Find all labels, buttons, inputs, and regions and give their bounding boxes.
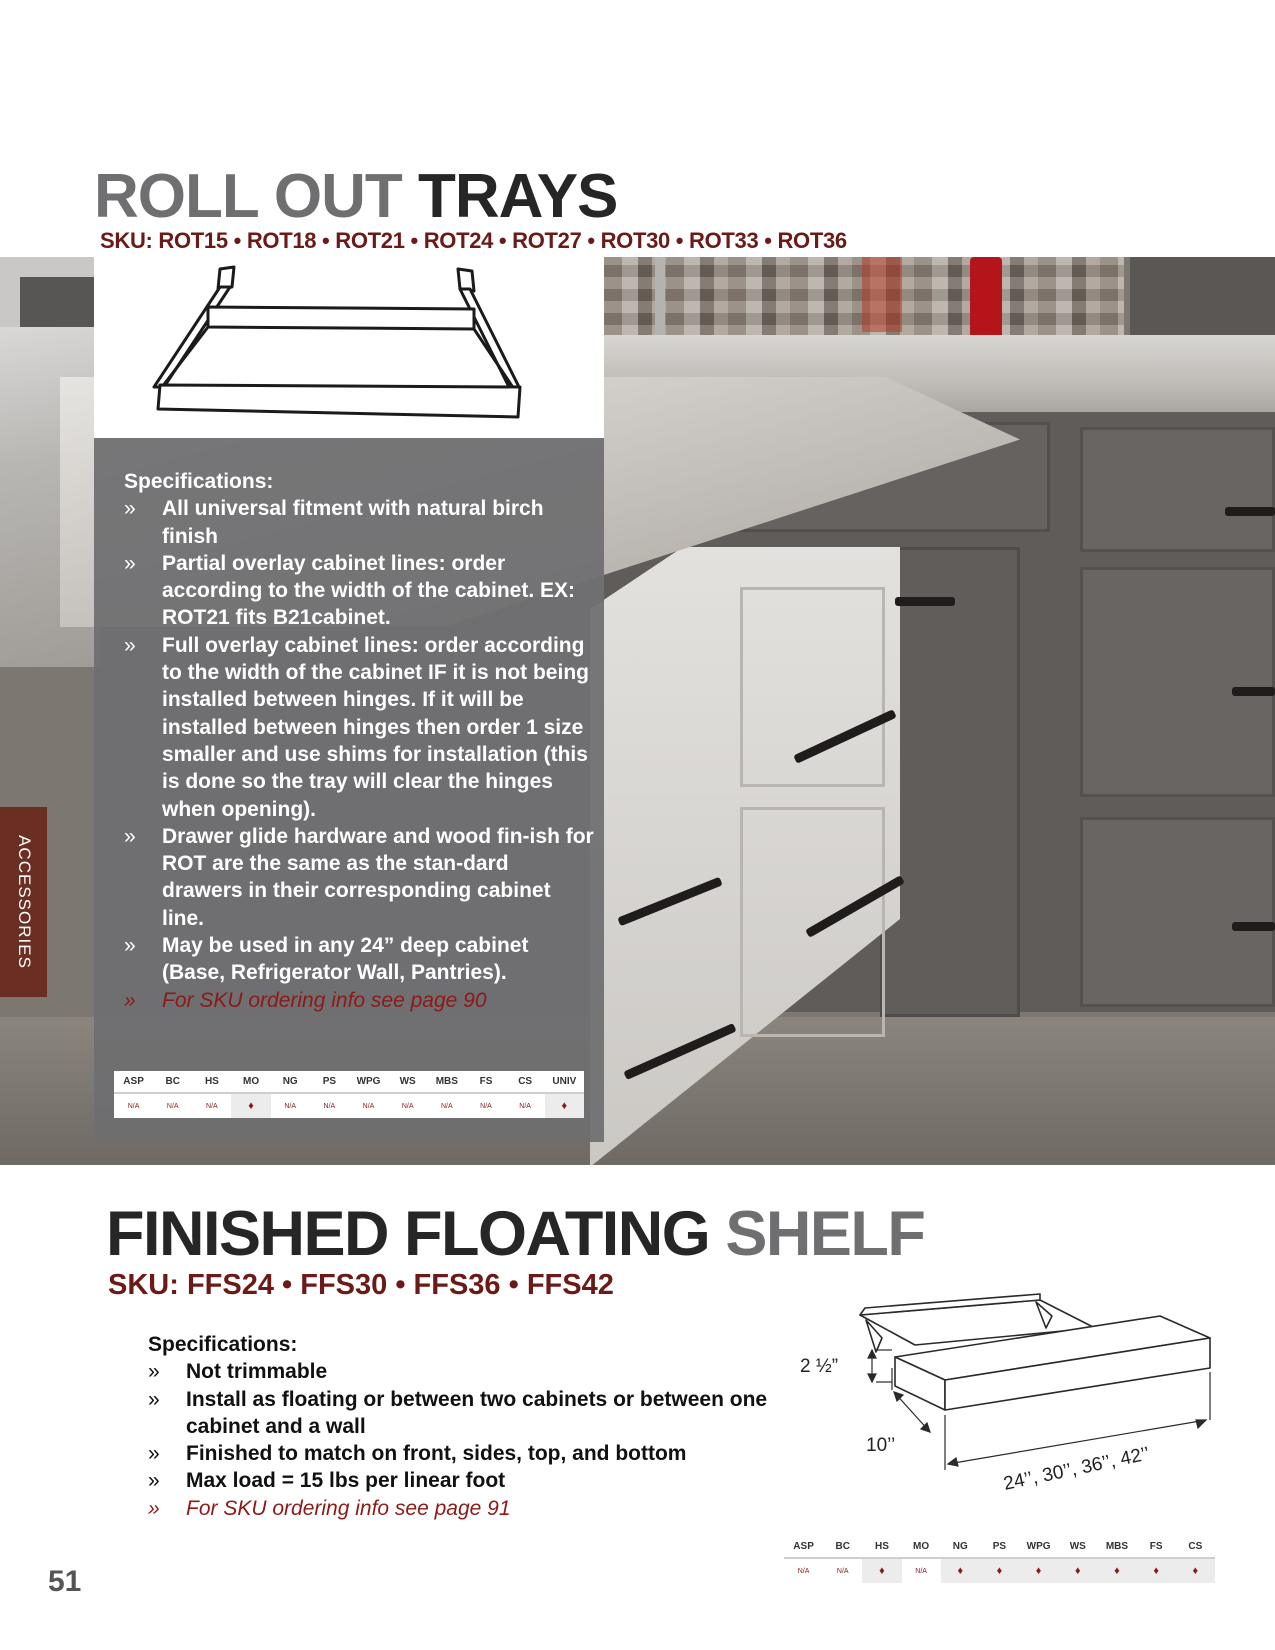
col-hs: HS [862, 1536, 901, 1558]
title-part-1: ROLL OUT [94, 162, 402, 231]
depth-dimension-label: 10’’ [866, 1435, 896, 1456]
col-wpg: WPG [1019, 1536, 1058, 1558]
title-part-2: TRAYS [417, 162, 618, 231]
bullet-icon: » [148, 1469, 160, 1493]
tray-diagram-panel [94, 257, 604, 438]
col-cs: CS [1176, 1536, 1215, 1558]
tray-availability-table [114, 1071, 584, 1118]
spec-item: » Finished to match on front, sides, top, and bottom [148, 1440, 768, 1467]
spec-item: » Not trimmable [148, 1358, 768, 1385]
col-mbs: MBS [427, 1071, 466, 1093]
col-fs: FS [1137, 1536, 1176, 1558]
col-bc: BC [823, 1536, 862, 1558]
availability-cell: N/A [836, 1567, 849, 1575]
bullet-icon: » [148, 1442, 160, 1466]
bullet-icon: » [124, 824, 136, 848]
availability-row [114, 1093, 584, 1118]
bullet-icon: » [124, 988, 136, 1012]
availability-diamond-icon: ♦ [1097, 1558, 1136, 1583]
availability-diamond-icon: ♦ [1058, 1558, 1097, 1583]
availability-cell: N/A [915, 1567, 927, 1575]
col-mo: MO [231, 1071, 270, 1093]
shelf-availability-table [784, 1536, 1215, 1583]
bullet-icon: » [124, 633, 136, 657]
availability-cell: N/A [797, 1567, 810, 1575]
col-asp: ASP [784, 1536, 823, 1558]
bullet-icon: » [124, 551, 136, 575]
spec-heading: Specifications: [148, 1333, 298, 1356]
floating-shelf-diagram [790, 1280, 1220, 1520]
col-asp: ASP [114, 1071, 153, 1093]
col-fs: FS [466, 1071, 505, 1093]
availability-cell: N/A [401, 1102, 414, 1110]
availability-cell: N/A [127, 1102, 140, 1110]
availability-cell: N/A [323, 1102, 336, 1110]
availability-diamond-icon: ♦ [545, 1093, 584, 1118]
shelf-specifications [148, 1331, 768, 1522]
col-mo: MO [902, 1536, 941, 1558]
availability-cell: N/A [480, 1102, 492, 1110]
title-part-2: SHELF [725, 1199, 925, 1269]
floating-shelf-sku: SKU: FFS24 • FFS30 • FFS36 • FFS42 [108, 1269, 614, 1301]
availability-header-row [784, 1536, 1215, 1558]
col-univ: UNIV [545, 1071, 584, 1093]
col-ng: NG [941, 1536, 980, 1558]
spec-item: » Install as floating or between two cabinets or between one cabinet and a wall [148, 1387, 768, 1438]
bullet-icon: » [124, 497, 136, 521]
spec-item: » Drawer glide hardware and wood fin-ish for ROT are the same as the stan-dard drawers in their corresponding cabinet line. [124, 824, 594, 930]
spec-item: » Partial overlay cabinet lines: order according to the width of the cabinet. EX: ROT21 fits B21cabinet. [124, 551, 576, 630]
availability-diamond-icon: ♦ [1137, 1558, 1176, 1583]
bullet-icon: » [124, 934, 136, 958]
col-ws: WS [388, 1071, 427, 1093]
availability-cell: N/A [166, 1102, 179, 1110]
availability-header-row [114, 1071, 584, 1093]
bullet-icon: » [148, 1360, 160, 1384]
spec-item: » Max load = 15 lbs per linear foot [148, 1467, 768, 1494]
col-ng: NG [271, 1071, 310, 1093]
availability-diamond-icon: ♦ [1176, 1558, 1215, 1583]
height-dimension-label: 2 ½” [800, 1356, 839, 1377]
col-mbs: MBS [1097, 1536, 1136, 1558]
tray-specifications [124, 468, 594, 1014]
col-ps: PS [310, 1071, 349, 1093]
spec-list [148, 1358, 768, 1522]
availability-diamond-icon: ♦ [941, 1558, 980, 1583]
accessories-side-tab [0, 807, 47, 997]
sku-ordering-note: » For SKU ordering info see page 90 [124, 987, 594, 1014]
availability-cell: N/A [440, 1102, 453, 1110]
roll-out-trays-sku: SKU: ROT15 • ROT18 • ROT21 • ROT24 • ROT27 • ROT30 • ROT33 • ROT36 [100, 228, 847, 253]
bullet-icon: » [148, 1387, 160, 1411]
roll-out-trays-title [94, 162, 618, 231]
roll-out-tray-illustration [94, 257, 604, 438]
availability-diamond-icon: ♦ [1019, 1558, 1058, 1583]
bullet-icon: » [148, 1496, 160, 1520]
col-bc: BC [153, 1071, 192, 1093]
availability-row [784, 1558, 1215, 1583]
availability-diamond-icon: ♦ [862, 1558, 901, 1583]
spec-list [124, 495, 594, 1014]
availability-cell: N/A [206, 1102, 218, 1110]
availability-cell: N/A [362, 1102, 375, 1110]
spec-item: » May be used in any 24” deep cabinet (Base, Refrigerator Wall, Pantries). [124, 934, 529, 985]
floating-shelf-title [106, 1199, 925, 1269]
availability-cell: N/A [284, 1102, 297, 1110]
page-number: 51 [48, 1565, 82, 1598]
col-ps: PS [980, 1536, 1019, 1558]
width-dimension-label: 24’’, 30’’, 36’’, 42’’ [1001, 1443, 1152, 1495]
spec-heading: Specifications: [124, 470, 274, 493]
col-wpg: WPG [349, 1071, 388, 1093]
spec-item: » All universal fitment with natural birch finish [124, 497, 544, 548]
col-hs: HS [192, 1071, 231, 1093]
spec-item: » Full overlay cabinet lines: order according to the width of the cabinet IF it is not being installed between hinges. If it will be installed between hinges then order 1 size smaller and use shims for installation (this is done so the tray will clear the hinges when opening). [124, 633, 589, 821]
availability-diamond-icon: ♦ [980, 1558, 1019, 1583]
availability-cell: N/A [519, 1102, 531, 1110]
availability-diamond-icon: ♦ [231, 1093, 270, 1118]
title-part-1: FINISHED FLOATING [106, 1199, 710, 1269]
side-tab-label: ACCESSORIES [14, 835, 34, 969]
col-cs: CS [506, 1071, 545, 1093]
col-ws: WS [1058, 1536, 1097, 1558]
sku-ordering-note: » For SKU ordering info see page 91 [148, 1495, 768, 1522]
